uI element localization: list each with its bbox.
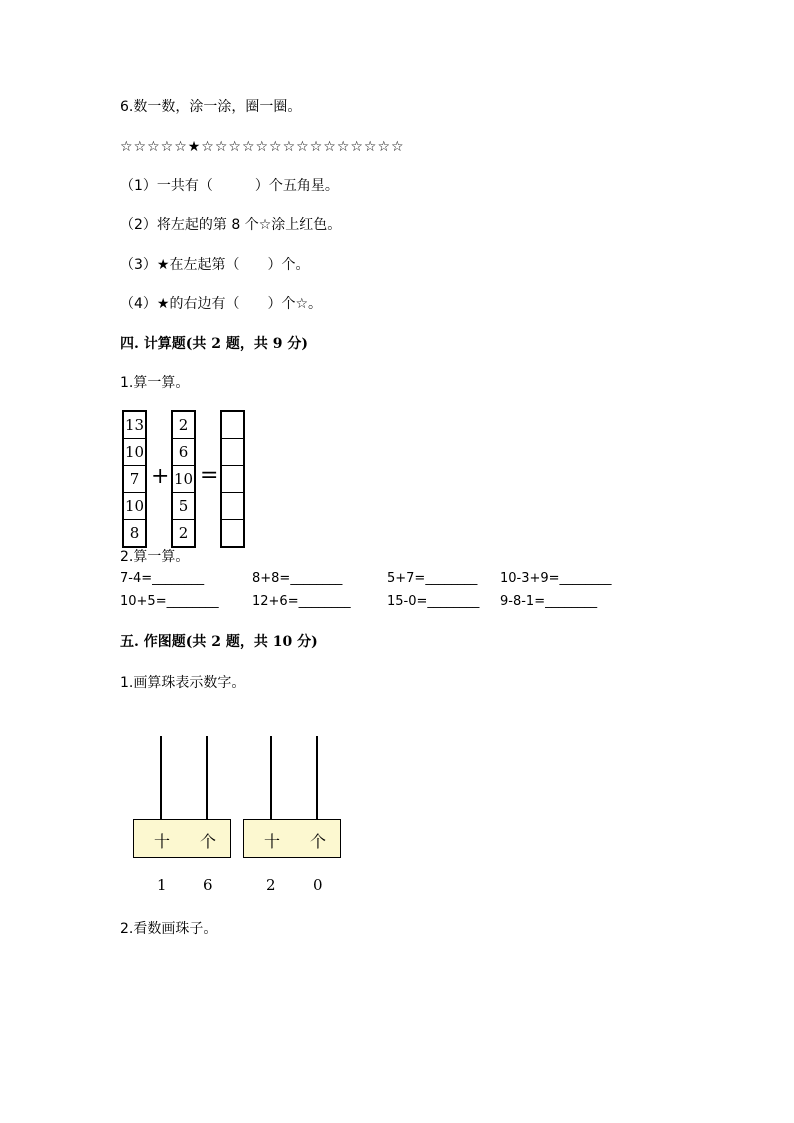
s4-q2-label: 2.算一算。 xyxy=(120,549,190,565)
abacus-base xyxy=(133,819,231,858)
answer-cell[interactable] xyxy=(222,439,243,466)
s5-q2-label: 2.看数画珠子。 xyxy=(120,921,218,937)
tens-label: 十 xyxy=(154,832,171,851)
q6-sub3: （3）★在左起第（ ）个。 xyxy=(120,257,310,273)
abacus-rod-ones xyxy=(206,736,208,819)
abacus-digit: 0 xyxy=(313,876,323,894)
q6-sub4: （4）★的右边有（ ）个☆。 xyxy=(120,296,323,312)
equation: 15-0=________ xyxy=(387,594,480,609)
equation: 7-4=________ xyxy=(120,571,205,586)
number-column-b xyxy=(171,410,196,548)
q6-title: 6.数一数，涂一涂，圈一圈。 xyxy=(120,99,302,115)
number-cell: 10 xyxy=(124,439,145,466)
number-cell: 6 xyxy=(173,439,194,466)
abacus-digit: 1 xyxy=(157,876,167,894)
abacus-digit: 2 xyxy=(266,876,276,894)
answer-cell[interactable] xyxy=(222,520,243,546)
equation: 10+5=________ xyxy=(120,594,219,609)
s4-q1-label: 1.算一算。 xyxy=(120,375,190,391)
ones-label: 个 xyxy=(310,832,327,851)
number-cell: 7 xyxy=(124,466,145,493)
answer-cell[interactable] xyxy=(222,466,243,493)
number-cell: 8 xyxy=(129,524,140,542)
plus-sign: + xyxy=(151,464,170,489)
equation: 9-8-1=________ xyxy=(500,594,598,609)
abacus-rod-tens xyxy=(270,736,272,819)
equals-sign: = xyxy=(200,463,219,488)
answer-cell[interactable] xyxy=(222,412,243,439)
q6-sub2: （2）将左起的第 8 个☆涂上红色。 xyxy=(120,217,342,233)
section5-heading: 五. 作图题(共 2 题，共 10 分) xyxy=(120,634,318,650)
number-cell: 10 xyxy=(124,493,145,520)
star-row: ☆☆☆☆☆★☆☆☆☆☆☆☆☆☆☆☆☆☆☆☆ xyxy=(120,139,405,155)
equation: 12+6=________ xyxy=(252,594,351,609)
equation: 10-3+9=________ xyxy=(500,571,612,586)
number-cell: 10 xyxy=(173,466,194,493)
number-cell: 13 xyxy=(124,412,145,439)
equation: 5+7=________ xyxy=(387,571,478,586)
abacus-rod-ones xyxy=(316,736,318,819)
answer-column xyxy=(220,410,245,548)
s5-q1-label: 1.画算珠表示数字。 xyxy=(120,675,246,691)
equation: 8+8=________ xyxy=(252,571,343,586)
q6-sub1: （1）一共有（ ）个五角星。 xyxy=(120,178,339,194)
number-column-a xyxy=(122,410,147,548)
abacus-base xyxy=(243,819,341,858)
section4-heading: 四. 计算题(共 2 题，共 9 分) xyxy=(120,336,308,352)
number-cell: 2 xyxy=(173,412,194,439)
tens-label: 十 xyxy=(264,832,281,851)
number-cell: 5 xyxy=(173,493,194,520)
abacus-rod-tens xyxy=(160,736,162,819)
abacus-digit: 6 xyxy=(203,876,213,894)
number-cell: 2 xyxy=(178,524,189,542)
ones-label: 个 xyxy=(200,832,217,851)
answer-cell[interactable] xyxy=(222,493,243,520)
